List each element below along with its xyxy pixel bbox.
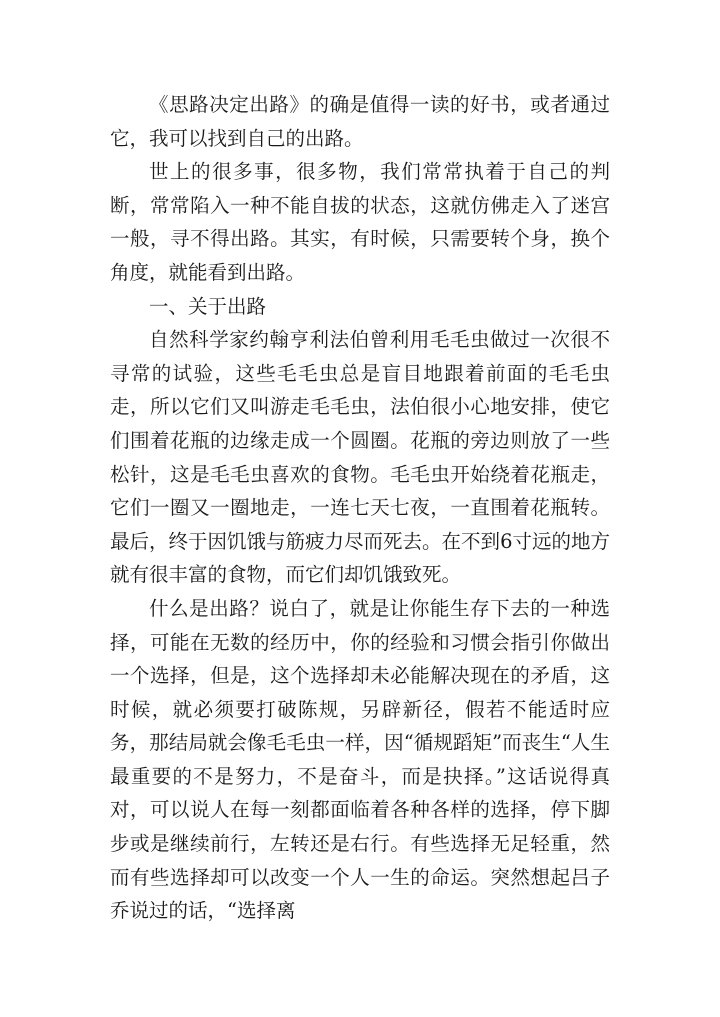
- section-heading: 一、关于出路: [149, 294, 267, 318]
- paragraph-caterpillar-experiment: 自然科学家约翰亨利法伯曾利用毛毛虫做过一次很不寻常的试验，这些毛毛虫总是盲目地跟着前面的毛毛虫走，所以它们又叫游走毛毛虫，法伯很小心地安排，使它们围着花瓶的边缘走成一个圆圈。花瓶的旁边则放了一些松针，这是毛毛虫喜欢的食物。毛毛虫开始绕着花瓶走，它们一圈又一圈地走，一连七天七夜，一直围着花瓶转。最后，终于因饥饿与筋疲力尽而死去。在不到6寸远的地方就有很丰富的食物，而它们却饥饿致死。: [110, 328, 610, 587]
- paragraph-intro: 《思路决定出路》的确是值得一读的好书，或者通过它，我可以找到自己的出路。: [110, 93, 610, 150]
- document-page: [110, 88, 610, 928]
- paragraph-world-things: 世上的很多事，很多物，我们常常执着于自己的判断，常常陷入一种不能自拔的状态，这就仿佛走入了迷宫一般，寻不得出路。其实，有时候，只需要转个身，换个角度，就能看到出路。: [110, 160, 610, 284]
- paragraph-what-is-way-out: 什么是出路？说白了，就是让你能生存下去的一种选择，可能在无数的经历中，你的经验和习惯会指引你做出一个选择，但是，这个选择却未必能解决现在的矛盾，这时候，就必须要打破陈规，另辟新径，假若不能适时应务，那结局就会像毛毛虫一样，因“循规蹈矩”而丧生“人生最重要的不是努力，不是奋斗，而是抉择。”这话说得真对，可以说人在每一刻都面临着各种各样的选择，停下脚步或是继续前行，左转还是右行。有些选择无足轻重，然而有些选择却可以改变一个人一生的命运。突然想起吕子乔说过的话，“选择离: [110, 596, 610, 923]
